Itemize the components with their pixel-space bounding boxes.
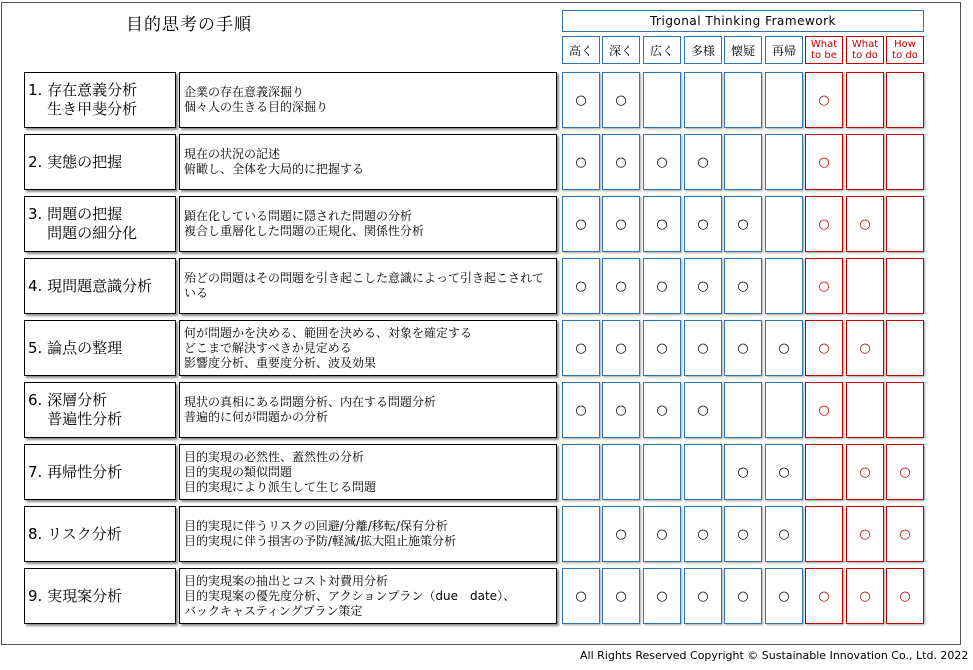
matrix-cell — [684, 134, 722, 190]
matrix-cell — [846, 134, 884, 190]
matrix-cell — [846, 444, 884, 500]
step-description-box — [179, 134, 557, 190]
matrix-cell — [684, 196, 722, 252]
matrix-cell — [602, 258, 640, 314]
circle-mark: ○ — [656, 278, 668, 294]
matrix-cell — [643, 72, 681, 128]
circle-mark: ○ — [737, 278, 749, 294]
matrix-cell — [724, 258, 762, 314]
step-label-box — [24, 444, 176, 500]
matrix-cell — [643, 258, 681, 314]
matrix-cell — [643, 134, 681, 190]
matrix-cell — [846, 506, 884, 562]
circle-mark: ○ — [575, 216, 587, 232]
column-header: What to do — [846, 36, 884, 64]
step-label-box — [24, 506, 176, 562]
circle-mark: ○ — [615, 216, 627, 232]
circle-mark: ○ — [656, 588, 668, 604]
circle-mark: ○ — [737, 340, 749, 356]
circle-mark: ○ — [818, 278, 830, 294]
circle-mark: ○ — [575, 154, 587, 170]
step-description: 目的実現に伴うリスクの回避/分離/移転/保有分析 目的実現に伴う損害の予防/軽減/拡大阻止施策分析 — [184, 519, 457, 548]
matrix-cell — [684, 72, 722, 128]
circle-mark: ○ — [575, 402, 587, 418]
matrix-cell — [643, 444, 681, 500]
matrix-cell — [886, 568, 924, 624]
matrix-cell — [602, 506, 640, 562]
step-label: 8. リスク分析 — [28, 524, 122, 543]
matrix-cell — [684, 506, 722, 562]
step-label: 9. 実現案分析 — [28, 586, 123, 605]
circle-mark: ○ — [778, 526, 790, 542]
circle-mark: ○ — [615, 402, 627, 418]
matrix-cell — [602, 134, 640, 190]
matrix-cell — [602, 382, 640, 438]
step-label: 6. 深層分析 普遍性分析 — [28, 391, 123, 428]
circle-mark: ○ — [697, 154, 709, 170]
circle-mark: ○ — [818, 216, 830, 232]
matrix-cell — [684, 258, 722, 314]
circle-mark: ○ — [737, 588, 749, 604]
step-description-box — [179, 320, 557, 376]
circle-mark: ○ — [859, 464, 871, 480]
circle-mark: ○ — [737, 464, 749, 480]
step-label-box — [24, 72, 176, 128]
circle-mark: ○ — [615, 154, 627, 170]
step-description-box — [179, 444, 557, 500]
page-title: 目的思考の手順 — [126, 15, 252, 35]
step-description-box — [179, 382, 557, 438]
matrix-cell — [643, 506, 681, 562]
circle-mark: ○ — [615, 588, 627, 604]
step-label-box — [24, 320, 176, 376]
step-description-box — [179, 258, 557, 314]
circle-mark: ○ — [656, 526, 668, 542]
circle-mark: ○ — [737, 216, 749, 232]
circle-mark: ○ — [656, 402, 668, 418]
matrix-cell — [765, 196, 803, 252]
column-header: 多様 — [684, 36, 722, 64]
matrix-cell — [724, 444, 762, 500]
matrix-cell — [805, 506, 843, 562]
circle-mark: ○ — [859, 588, 871, 604]
framework-header: Trigonal Thinking Framework — [562, 10, 924, 32]
matrix-cell — [805, 320, 843, 376]
matrix-cell — [562, 134, 600, 190]
circle-mark: ○ — [575, 278, 587, 294]
step-label: 2. 実態の把握 — [28, 152, 123, 171]
circle-mark: ○ — [656, 216, 668, 232]
matrix-cell — [765, 258, 803, 314]
matrix-cell — [886, 506, 924, 562]
matrix-cell — [886, 72, 924, 128]
step-description: 何が問題かを決める、範囲を決める、対象を確定する どこまで解決すべきか見定める 影響度分析、重要度分析、波及効果 — [184, 325, 473, 370]
matrix-cell — [765, 568, 803, 624]
matrix-cell — [602, 72, 640, 128]
matrix-cell — [765, 444, 803, 500]
matrix-cell — [643, 320, 681, 376]
matrix-cell — [724, 568, 762, 624]
step-description: 顕在化している問題に隠された問題の分析 複合し重層化した問題の正規化、関係性分析 — [184, 209, 425, 238]
matrix-cell — [805, 258, 843, 314]
circle-mark: ○ — [778, 340, 790, 356]
matrix-cell — [805, 382, 843, 438]
step-label-box — [24, 382, 176, 438]
matrix-cell — [765, 506, 803, 562]
matrix-cell — [765, 72, 803, 128]
step-description-box — [179, 196, 557, 252]
matrix-cell — [765, 134, 803, 190]
circle-mark: ○ — [778, 588, 790, 604]
matrix-cell — [886, 444, 924, 500]
step-label: 1. 存在意義分析 生き甲斐分析 — [28, 81, 138, 118]
step-label: 5. 論点の整理 — [28, 338, 123, 357]
matrix-cell — [684, 444, 722, 500]
column-header: 懐疑 — [724, 36, 762, 64]
matrix-cell — [846, 382, 884, 438]
matrix-cell — [602, 320, 640, 376]
matrix-cell — [846, 72, 884, 128]
circle-mark: ○ — [859, 216, 871, 232]
column-header: 広く — [643, 36, 681, 64]
column-header: 再帰 — [765, 36, 803, 64]
circle-mark: ○ — [615, 526, 627, 542]
matrix-cell — [805, 568, 843, 624]
step-label-box — [24, 258, 176, 314]
matrix-cell — [886, 382, 924, 438]
matrix-cell — [846, 568, 884, 624]
matrix-cell — [684, 320, 722, 376]
circle-mark: ○ — [697, 526, 709, 542]
circle-mark: ○ — [697, 340, 709, 356]
matrix-cell — [643, 196, 681, 252]
step-description-box — [179, 506, 557, 562]
matrix-cell — [886, 134, 924, 190]
step-description-box — [179, 568, 557, 624]
column-header: How to do — [886, 36, 924, 64]
circle-mark: ○ — [778, 464, 790, 480]
matrix-cell — [643, 568, 681, 624]
matrix-cell — [562, 382, 600, 438]
circle-mark: ○ — [615, 340, 627, 356]
circle-mark: ○ — [575, 92, 587, 108]
circle-mark: ○ — [818, 92, 830, 108]
matrix-cell — [724, 382, 762, 438]
step-label: 4. 現問題意識分析 — [28, 276, 153, 295]
matrix-cell — [846, 320, 884, 376]
step-description-box — [179, 72, 557, 128]
circle-mark: ○ — [697, 588, 709, 604]
matrix-cell — [562, 72, 600, 128]
step-label-box — [24, 134, 176, 190]
matrix-cell — [765, 320, 803, 376]
matrix-cell — [602, 568, 640, 624]
matrix-cell — [602, 196, 640, 252]
matrix-cell — [562, 568, 600, 624]
matrix-cell — [886, 320, 924, 376]
circle-mark: ○ — [899, 588, 911, 604]
circle-mark: ○ — [899, 464, 911, 480]
matrix-cell — [724, 320, 762, 376]
column-header: What to be — [805, 36, 843, 64]
step-label: 3. 問題の把握 問題の細分化 — [28, 205, 138, 242]
matrix-cell — [562, 506, 600, 562]
step-label-box — [24, 568, 176, 624]
matrix-cell — [805, 134, 843, 190]
matrix-cell — [846, 258, 884, 314]
matrix-cell — [765, 382, 803, 438]
step-label: 7. 再帰性分析 — [28, 462, 123, 481]
step-description: 現状の真相にある問題分析、内在する問題分析 普遍的に何が問題かの分析 — [184, 395, 437, 424]
matrix-cell — [724, 134, 762, 190]
matrix-cell — [805, 444, 843, 500]
step-description: 目的実現の必然性、蓋然性の分析 目的実現の類似問題 目的実現により派生して生じる問題 — [184, 449, 377, 494]
matrix-cell — [846, 196, 884, 252]
circle-mark: ○ — [818, 340, 830, 356]
circle-mark: ○ — [697, 216, 709, 232]
step-label-box — [24, 196, 176, 252]
circle-mark: ○ — [859, 340, 871, 356]
circle-mark: ○ — [575, 588, 587, 604]
circle-mark: ○ — [818, 588, 830, 604]
matrix-cell — [886, 258, 924, 314]
matrix-cell — [562, 320, 600, 376]
step-description: 現在の状況の記述 俯瞰し、全体を大局的に把握する — [184, 147, 365, 176]
circle-mark: ○ — [697, 278, 709, 294]
matrix-cell — [724, 506, 762, 562]
step-description: 目的実現案の抽出とコスト対費用分析 目的実現案の優先度分析、アクションプラン（due date）、 バックキャスティングプラン策定 — [184, 573, 516, 618]
circle-mark: ○ — [575, 340, 587, 356]
matrix-cell — [684, 568, 722, 624]
matrix-cell — [602, 444, 640, 500]
matrix-cell — [562, 444, 600, 500]
matrix-cell — [886, 196, 924, 252]
matrix-cell — [684, 382, 722, 438]
matrix-cell — [562, 258, 600, 314]
circle-mark: ○ — [737, 526, 749, 542]
matrix-cell — [724, 72, 762, 128]
copyright-footer: All Rights Reserved Copyright © Sustainable Innovation Co., Ltd. 2022 — [580, 649, 969, 662]
matrix-cell — [562, 196, 600, 252]
matrix-cell — [724, 196, 762, 252]
circle-mark: ○ — [818, 154, 830, 170]
circle-mark: ○ — [859, 526, 871, 542]
step-description: 殆どの問題はその問題を引き起こした意識によって引き起こされている — [184, 271, 545, 300]
circle-mark: ○ — [656, 154, 668, 170]
column-header: 深く — [602, 36, 640, 64]
circle-mark: ○ — [899, 526, 911, 542]
circle-mark: ○ — [656, 340, 668, 356]
column-header: 高く — [562, 36, 600, 64]
circle-mark: ○ — [615, 92, 627, 108]
circle-mark: ○ — [615, 278, 627, 294]
matrix-cell — [643, 382, 681, 438]
circle-mark: ○ — [697, 402, 709, 418]
step-description: 企業の存在意義深掘り 個々人の生きる目的深掘り — [184, 85, 329, 114]
circle-mark: ○ — [818, 402, 830, 418]
matrix-cell — [805, 196, 843, 252]
matrix-cell — [805, 72, 843, 128]
